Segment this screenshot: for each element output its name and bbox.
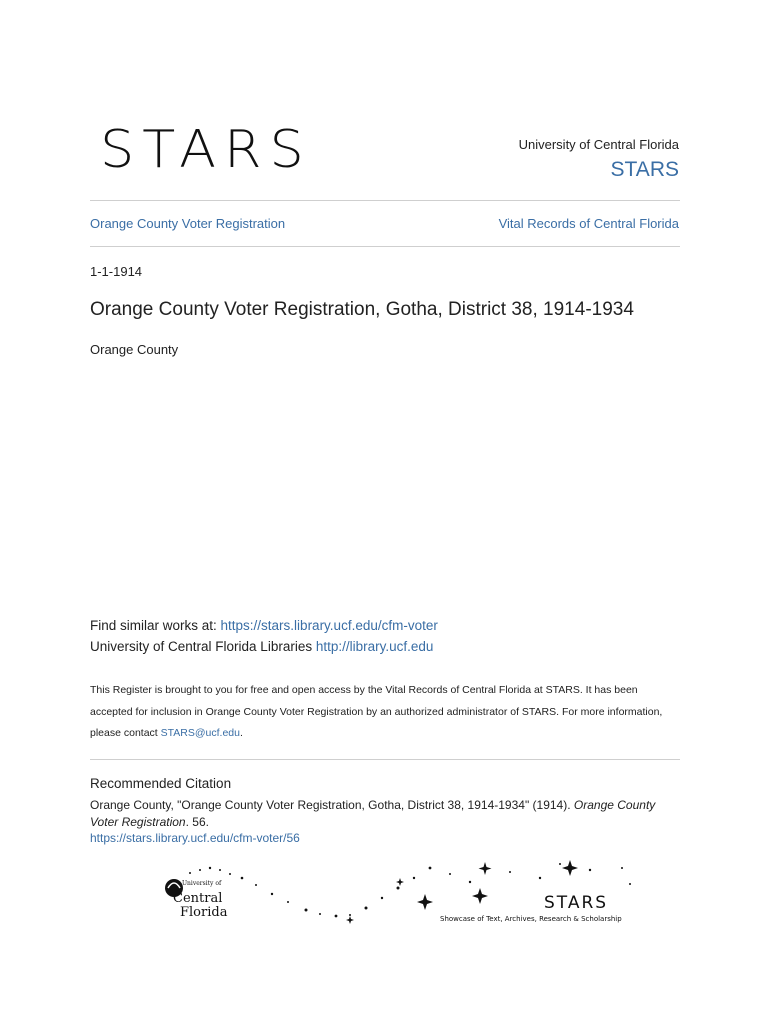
document-title: Orange County Voter Registration, Gotha, District 38, 1914-1934 — [90, 299, 634, 320]
citation-divider — [90, 759, 680, 760]
stars-home-link[interactable]: STARS — [610, 158, 679, 181]
ucf-logo-line2: Central — [173, 891, 223, 906]
nav-divider — [90, 246, 680, 247]
footer-logos — [160, 858, 640, 930]
parent-collection-link[interactable]: Vital Records of Central Florida — [498, 216, 679, 231]
citation-url-link[interactable]: https://stars.library.ucf.edu/cfm-voter/56 — [90, 831, 300, 845]
ucf-logo-line1: University of — [182, 880, 222, 887]
ucf-logo-line3: Florida — [180, 905, 228, 920]
notice-end: . — [239, 727, 243, 739]
libraries-label: University of Central Florida Libraries — [90, 639, 316, 654]
similar-works-line — [90, 618, 438, 633]
libraries-line — [90, 639, 433, 654]
university-name: University of Central Florida — [518, 137, 679, 152]
citation-heading: Recommended Citation — [90, 776, 232, 791]
document-author: Orange County — [90, 342, 179, 357]
access-notice — [90, 680, 680, 745]
stars-footer-logo — [440, 893, 622, 923]
similar-works-link[interactable]: https://stars.library.ucf.edu/cfm-voter — [220, 618, 438, 633]
citation-text: Orange County, "Orange County Voter Registration, Gotha, District 38, 1914-1934" (1914). — [90, 798, 574, 812]
citation-number: . 56. — [185, 814, 209, 829]
header-divider — [90, 200, 680, 201]
collection-link[interactable]: Orange County Voter Registration — [90, 216, 286, 231]
citation-body — [90, 797, 685, 847]
stars-logo: STARS — [100, 119, 312, 180]
similar-works-label: Find similar works at: — [90, 618, 221, 633]
stars-footer-tagline: Showcase of Text, Archives, Research & Scholarship — [440, 915, 622, 923]
contact-email-link[interactable]: STARS@ucf.edu — [160, 727, 240, 739]
notice-text: This Register is brought to you for free and open access by the Vital Records of Central Florida at STARS. It has been accepted for inclusion in Orange County Voter Registration by an authorized administrator of STARS. For more information, please contact — [90, 684, 663, 739]
ucf-logo — [165, 879, 228, 920]
libraries-link[interactable]: http://library.ucf.edu — [315, 639, 434, 654]
document-date: 1-1-1914 — [90, 264, 143, 279]
stars-footer-wordmark: STARS — [544, 893, 609, 913]
citation-collection: Orange County Voter Registration — [90, 798, 656, 829]
